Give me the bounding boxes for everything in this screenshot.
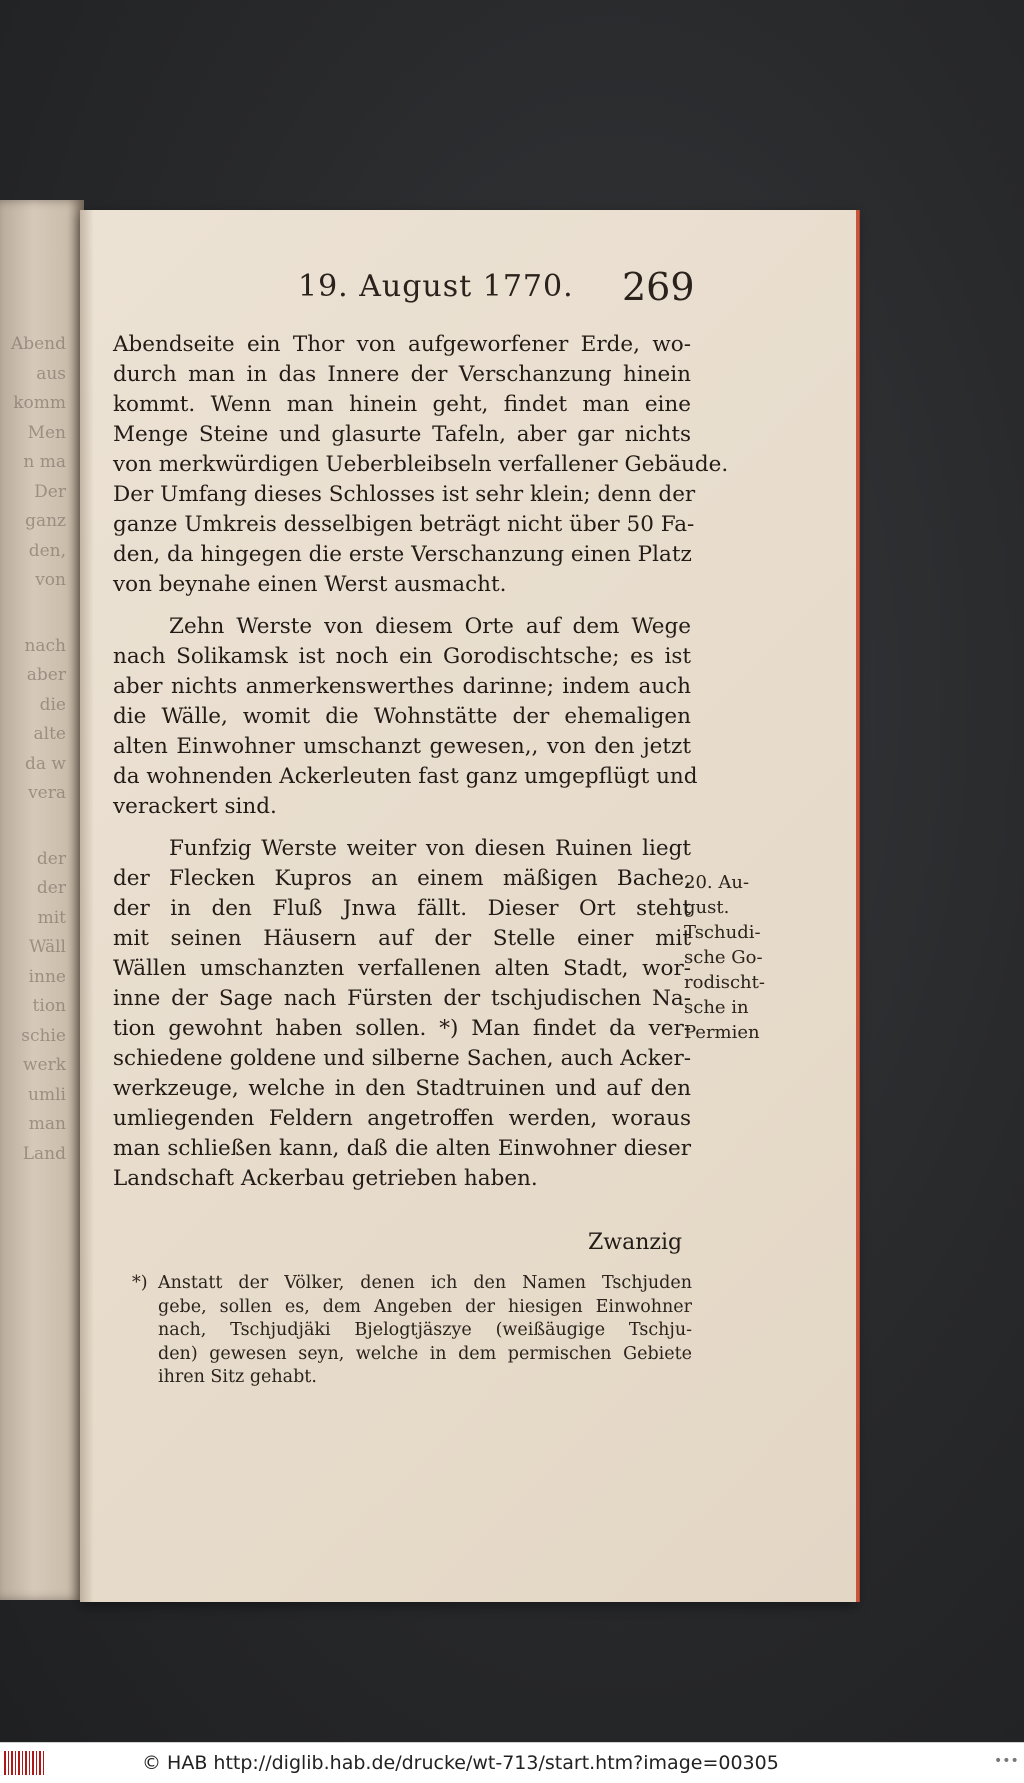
text-line: Menge Steine und glasurte Tafeln, aber gar nichts	[113, 422, 691, 447]
fragment-gap	[6, 809, 66, 845]
footnote-line	[132, 1272, 692, 1296]
text-line: Landschaft Ackerbau getrieben haben.	[113, 1166, 538, 1191]
text-line: Der Umfang dieses Schlosses ist sehr klein; denn der	[113, 482, 696, 507]
text-line: umliegenden Feldern angetroffen werden, woraus	[113, 1106, 691, 1131]
text-line: inne der Sage nach Fürsten der tschjudischen Na-	[113, 986, 691, 1011]
left-page-fragment: nach	[24, 635, 66, 656]
left-page-fragment: aus	[36, 363, 66, 384]
paragraph	[113, 834, 691, 1194]
margin-note-line: Permien	[684, 1022, 760, 1043]
text-line: Zehn Werste von diesem Orte auf dem Wege	[169, 614, 691, 639]
catchword: Zwanzig	[588, 1230, 683, 1255]
margin-note-line: sche Go-	[684, 947, 763, 968]
left-page-fragment: schie	[21, 1025, 66, 1046]
margin-note	[684, 870, 794, 1045]
left-page-fragment: mit	[37, 907, 66, 928]
left-page-fragment: Der	[34, 481, 66, 502]
fragment-gap	[6, 596, 66, 632]
footnote-line: gebe, sollen es, dem Angeben der hiesigen Einwohner	[158, 1296, 692, 1317]
footnote	[132, 1272, 692, 1390]
barcode-logo-icon	[4, 1751, 46, 1775]
text-line: Wällen umschanzten verfallenen alten Stadt, wor-	[113, 956, 691, 981]
margin-note-line: 20. Au-	[684, 872, 750, 893]
margin-note-line: Tschudi-	[684, 922, 761, 943]
footnote-text: Anstatt der Völker, denen ich den Namen Tschjuden	[158, 1273, 692, 1293]
page-header	[80, 265, 856, 315]
left-page-fragment: Abend	[10, 334, 66, 354]
left-page-fragment: der	[36, 878, 66, 898]
text-line: man schließen kann, daß die alten Einwohner dieser	[113, 1136, 691, 1161]
left-page-fragment: umli	[28, 1084, 66, 1105]
left-facing-page	[0, 200, 84, 1600]
left-page-fragment: werk	[22, 1055, 66, 1075]
left-page-fragment: ganz	[25, 511, 66, 531]
left-page-fragment: von	[35, 570, 66, 590]
paragraph	[113, 612, 698, 822]
left-page-fragment: da w	[25, 753, 66, 774]
text-line: Funfzig Werste weiter von diesen Ruinen liegt	[169, 836, 691, 861]
left-page-fragments	[6, 330, 66, 1169]
paragraph	[113, 330, 729, 600]
text-line: schiedene goldene und silberne Sachen, auch Acker-	[113, 1046, 691, 1071]
margin-note-line: gust.	[684, 897, 730, 918]
text-line: ganze Umkreis desselbigen beträgt nicht über 50 Fa-	[113, 512, 695, 537]
left-page-fragment: vera	[28, 783, 66, 803]
left-page-fragment: tion	[32, 996, 66, 1016]
text-line: die Wälle, womit die Wohnstätte der ehemaligen	[113, 704, 691, 729]
left-page-fragment: Wäll	[28, 937, 66, 957]
left-page-fragment: die	[39, 694, 66, 715]
text-line: tion gewohnt haben sollen. *) Man findet da ver-	[113, 1016, 691, 1041]
margin-note-line: rodischt-	[684, 972, 765, 993]
text-line: der Flecken Kupros an einem mäßigen Bache,	[113, 866, 691, 891]
text-line: durch man in das Innere der Verschanzung hinein	[113, 362, 691, 387]
left-page-fragment: der	[36, 848, 66, 869]
left-page-fragment: den,	[28, 540, 66, 561]
page-number: 269	[622, 265, 695, 309]
book-page	[80, 210, 856, 1602]
text-line: werkzeuge, welche in den Stadtruinen und auf den	[113, 1076, 691, 1101]
left-page-fragment: Land	[22, 1143, 66, 1164]
left-page-fragment: man	[28, 1114, 66, 1134]
left-page-fragment: aber	[26, 665, 66, 685]
text-line: mit seinen Häusern auf der Stelle einer mit	[113, 926, 691, 951]
text-line: alten Einwohner umschanzt gewesen,, von den jetzt	[113, 734, 691, 759]
text-line: von beynahe einen Werst ausmacht.	[113, 572, 507, 597]
footnote-line: ihren Sitz gehabt.	[158, 1367, 317, 1387]
footnote-line: nach, Tschjudjäki Bjelogtjäszye (weißäugige Tschju-	[158, 1320, 692, 1340]
source-link[interactable]: © HAB http://diglib.hab.de/drucke/wt-713/start.htm?image=00305	[142, 1752, 779, 1774]
text-line: aber nichts anmerkenswerthes darinne; indem auch	[113, 674, 691, 699]
running-head: 19. August 1770.	[298, 269, 574, 304]
text-line: Abendseite ein Thor von aufgeworfener Erde, wo-	[113, 332, 691, 357]
left-page-fragment: inne	[28, 966, 66, 987]
text-line: da wohnenden Ackerleuten fast ganz umgepflügt und	[113, 764, 698, 789]
ellipsis-icon[interactable]: •••	[994, 1753, 1019, 1769]
text-line: kommt. Wenn man hinein geht, findet man eine	[113, 392, 691, 417]
footnote-mark: *)	[132, 1273, 148, 1293]
text-line: von merkwürdigen Ueberbleibseln verfallener Gebäude.	[113, 452, 729, 477]
left-page-fragment: n ma	[23, 452, 66, 472]
left-page-fragment: alte	[33, 724, 66, 744]
left-page-fragment: Men	[27, 422, 66, 443]
left-page-fragment: komm	[13, 393, 66, 413]
text-line: den, da hingegen die erste Verschanzung einen Platz	[113, 542, 692, 567]
text-line: nach Solikamsk ist noch ein Gorodischtsche; es ist	[113, 644, 691, 669]
text-line: verackert sind.	[113, 794, 277, 819]
text-line: der in den Fluß Jnwa fällt. Dieser Ort steht	[113, 896, 691, 921]
footnote-line: den) gewesen seyn, welche in dem permischen Gebiete	[158, 1343, 692, 1364]
margin-note-line: sche in	[684, 997, 749, 1018]
viewer-footer	[0, 1742, 1024, 1783]
